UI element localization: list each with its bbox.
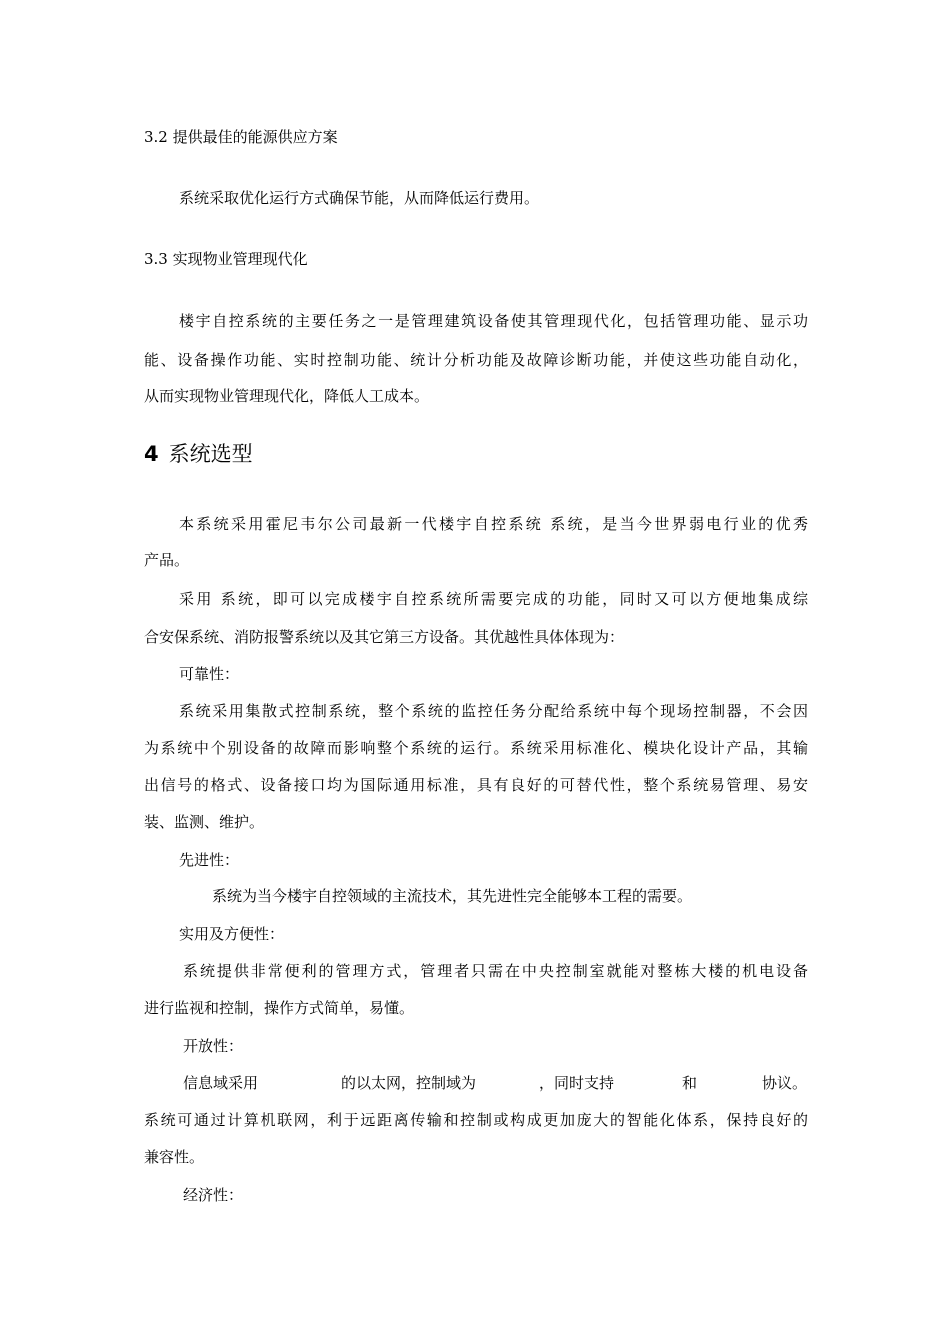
section-4-intro-line-2: 产品。 [144, 551, 190, 569]
advanced-label: 先进性： [179, 851, 240, 869]
reliability-line-1: 系统采用集散式控制系统，整个系统的监控任务分配给系统中每个现场控制器，不会因 [179, 702, 808, 720]
practical-line-2: 进行监视和控制，操作方式简单，易懂。 [144, 999, 415, 1017]
section-4-number: 4 [144, 442, 159, 466]
reliability-line-3: 出信号的格式、设备接口均为国际通用标准，具有良好的可替代性，整个系统易管理、易安 [144, 776, 808, 794]
section-4-heading [144, 440, 253, 468]
section-3-3-heading: 3.3 实现物业管理现代化 [144, 250, 308, 268]
section-4-adopt-line-1: 采用 系统，即可以完成楼宇自控系统所需要完成的功能，同时又可以方便地集成综 [179, 590, 808, 608]
openness-segment-2: 的以太网，控制域为 [341, 1074, 477, 1092]
section-4-adopt-line-2: 合安保系统、消防报警系统以及其它第三方设备。其优越性具体体现为： [144, 628, 625, 646]
section-4-title: 系统选型 [168, 442, 253, 466]
openness-label: 开放性： [183, 1037, 244, 1055]
advanced-body: 系统为当今楼宇自控领域的主流技术，其先进性完全能够本工程的需要。 [212, 887, 693, 905]
practical-line-1: 系统提供非常便利的管理方式，管理者只需在中央控制室就能对整栋大楼的机电设备 [183, 962, 808, 980]
openness-segment-5: 协议。 [762, 1074, 808, 1092]
economy-label: 经济性： [183, 1186, 244, 1204]
section-3-2-body: 系统采取优化运行方式确保节能，从而降低运行费用。 [179, 189, 540, 207]
section-3-2-heading: 3.2 提供最佳的能源供应方案 [144, 128, 338, 146]
openness-segment-3: ，同时支持 [539, 1074, 615, 1092]
openness-line-2: 系统可通过计算机联网，利于远距离传输和控制或构成更加庞大的智能化体系，保持良好的 [144, 1111, 808, 1129]
reliability-label: 可靠性： [179, 665, 240, 683]
section-3-3-line-3: 从而实现物业管理现代化，降低人工成本。 [144, 387, 430, 405]
section-3-3-line-2: 能、设备操作功能、实时控制功能、统计分析功能及故障诊断功能，并使这些功能自动化， [144, 351, 808, 369]
practical-label: 实用及方便性： [179, 925, 285, 943]
reliability-line-4: 装、监测、维护。 [144, 813, 265, 831]
openness-segment-4: 和 [682, 1074, 698, 1092]
reliability-line-2: 为系统中个别设备的故障而影响整个系统的运行。系统采用标准化、模块化设计产品，其输 [144, 739, 808, 757]
openness-segment-1: 信息域采用 [183, 1074, 259, 1092]
section-3-3-line-1: 楼宇自控系统的主要任务之一是管理建筑设备使其管理现代化，包括管理功能、显示功 [179, 312, 808, 330]
section-4-intro-line-1: 本系统采用霍尼韦尔公司最新一代楼宇自控系统 系统，是当今世界弱电行业的优秀 [179, 515, 808, 533]
openness-line-3: 兼容性。 [144, 1148, 205, 1166]
